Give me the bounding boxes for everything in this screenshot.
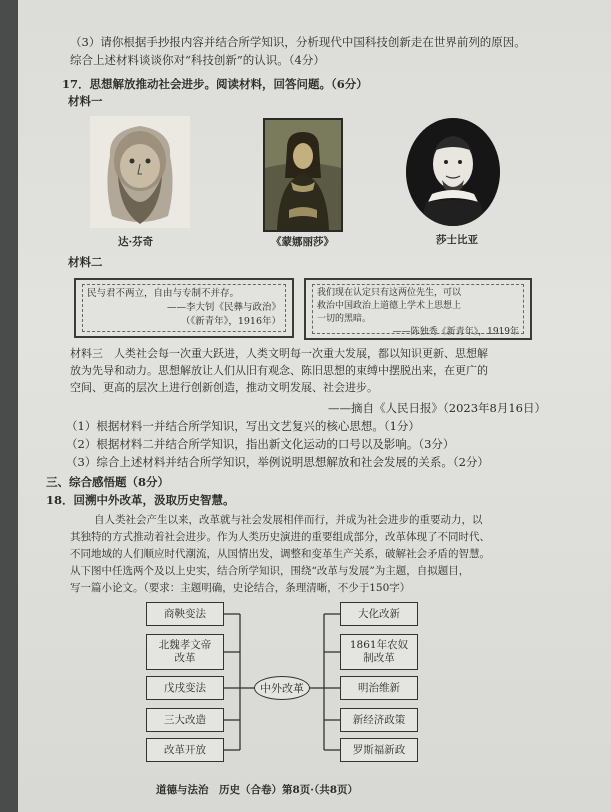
quote-left-line1: 民与君不两立，自由与专制不并存。 (87, 288, 240, 299)
quote-right-line1: 我们现在认定只有这两位先生，可以 (317, 288, 462, 298)
q18-heading: 18．回溯中外改革，汲取历史智慧。 (46, 493, 235, 507)
reform-diagram-connectors (18, 0, 611, 812)
quote-right-line2: 救治中国政治上道德上学术上思想上 (317, 301, 462, 311)
material1-label: 材料一 (68, 94, 103, 108)
reform-box-taika: 大化改新 (340, 602, 418, 626)
reform-box-xiaowen: 北魏孝文帝改革 (146, 634, 224, 670)
q17-sub1: （1）根据材料一并结合所学知识，写出文艺复兴的核心思想。（1分） (66, 419, 420, 433)
exam-paper (18, 0, 611, 812)
material3-line3: 空间、更高的层次上进行创新创造，推动文明发展、社会进步。 (70, 381, 378, 394)
reform-box-nep: 新经济政策 (340, 708, 418, 732)
reform-box-three-transformations: 三大改造 (146, 708, 224, 732)
quote-left-line2: ——李大钊《民彝与政治》 (166, 302, 281, 313)
q18-para-line2: 其独特的方式推动着社会进步。作为人类历史演进的重要组成部分，改革体现了不同时代、 (70, 531, 490, 543)
section3-heading: 三、综合感悟题（8分） (46, 475, 170, 489)
quote-right-line3: 一切的黑暗。 (317, 314, 372, 324)
portrait-caption-mona-lisa: 《蒙娜丽莎》 (271, 236, 334, 248)
reform-box-serfdom-1861: 1861年农奴制改革 (340, 634, 418, 670)
q16-sub3-line1: （3）请你根据手抄报内容并结合所学知识，分析现代中国科技创新走在世界前列的原因。 (70, 35, 526, 49)
material3-source: ——摘自《人民日报》（2023年8月16日） (328, 401, 546, 415)
reform-box-shang-yang: 商鞅变法 (146, 602, 224, 626)
page-footer: 道德与法治 历史（合卷）第8页·（共8页） (156, 784, 359, 796)
reform-box-meiji: 明治维新 (340, 676, 418, 700)
q17-sub3: （3）综合上述材料并结合所学知识，举例说明思想解放和社会发展的关系。（2分） (66, 455, 489, 469)
quote-right-line4: ——陈独秀《新青年》，1919年 (392, 327, 519, 337)
portrait-caption-shakespeare: 莎士比亚 (436, 234, 478, 246)
material3-line2: 放为先导和动力。思想解放让人们从旧有观念、陈旧思想的束缚中摆脱出来，在更广的 (70, 364, 488, 377)
center-oval-reforms: 中外改革 (254, 676, 310, 700)
portrait-caption-davinci: 达·芬奇 (118, 236, 154, 248)
q16-sub3-line2: 综合上述材料谈谈你对“科技创新”的认识。（4分） (70, 53, 325, 67)
q18-para-line5: 写一篇小论文。（要求：主题明确，史论结合，条理清晰，不少于150字） (70, 582, 411, 594)
material2-label: 材料二 (68, 255, 103, 269)
material3-line1: 材料三 人类社会每一次重大跃进，人类文明每一次重大发展，都以知识更新、思想解 (70, 347, 488, 360)
q18-para-line1: 自人类社会产生以来，改革就与社会发展相伴而行，并成为社会进步的重要动力，以 (94, 514, 483, 526)
reform-box-new-deal: 罗斯福新政 (340, 738, 418, 762)
quote-left-line3: （《新青年》，1916年） (180, 316, 281, 327)
reform-box-reform-opening: 改革开放 (146, 738, 224, 762)
q17-sub2: （2）根据材料二并结合所学知识，指出新文化运动的口号以及影响。（3分） (66, 437, 455, 451)
q17-heading: 17．思想解放推动社会进步。阅读材料，回答问题。（6分） (62, 77, 368, 91)
q18-para-line4: 从下图中任选两个及以上史实，结合所学知识，围绕“改革与发展”为主题，自拟题目， (70, 565, 470, 577)
q18-para-line3: 不同地域的人们顺应时代潮流，从国情出发，调整和变革生产关系，破解社会矛盾的智慧。 (70, 548, 490, 560)
reform-box-wuxu: 戊戌变法 (146, 676, 224, 700)
